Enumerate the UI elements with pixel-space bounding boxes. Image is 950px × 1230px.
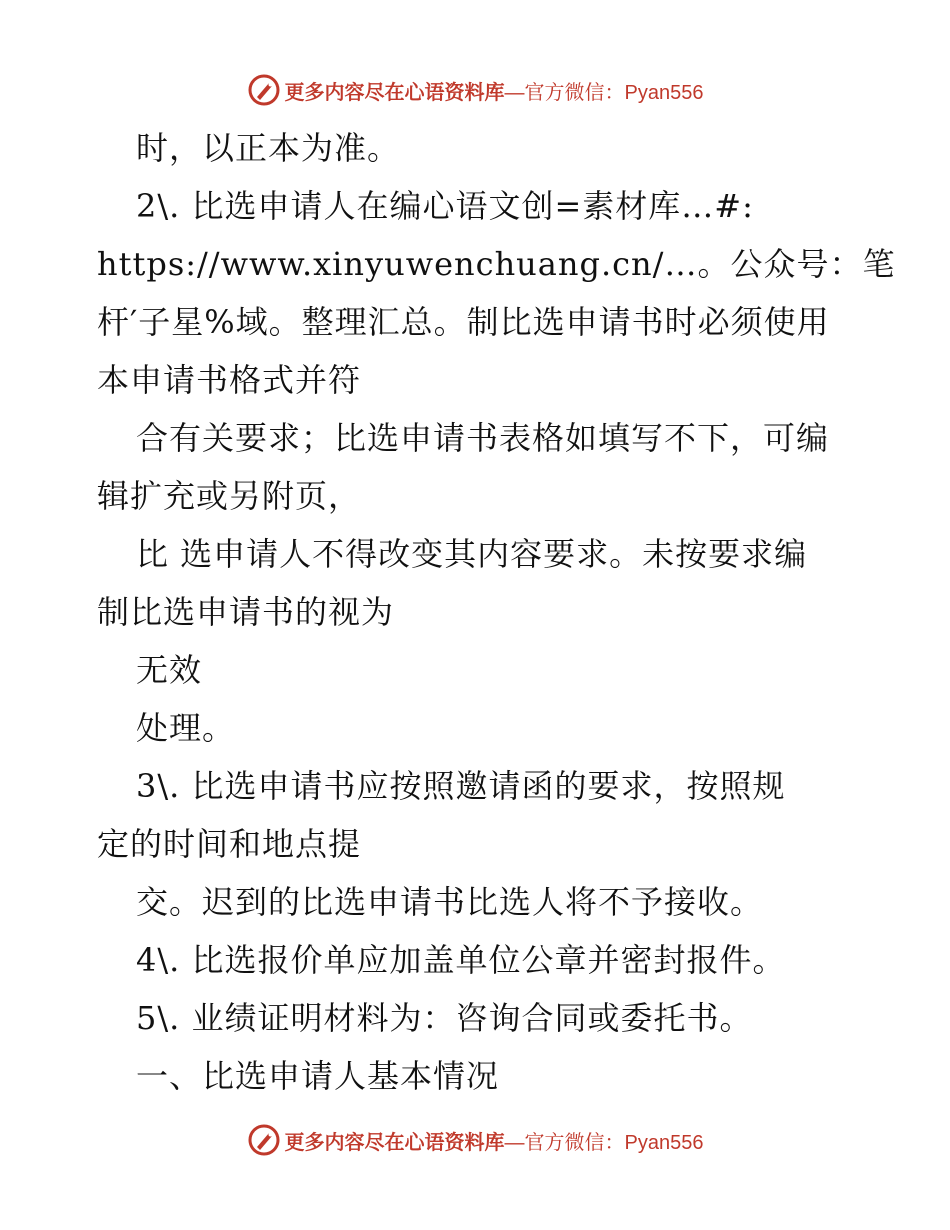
header-banner xyxy=(0,70,950,110)
doc-line-7: 辑扩充或另附页， xyxy=(97,477,362,515)
doc-line-9: 制比选申请书的视为 xyxy=(97,593,395,631)
doc-line-10: 无效 xyxy=(136,651,203,689)
pen-nib-logo-icon xyxy=(247,1123,281,1157)
doc-line-16: 5\. 业绩证明材料为：咨询合同或委托书。 xyxy=(136,999,753,1037)
doc-line-1: 时，以正本为准。 xyxy=(136,129,401,167)
footer-banner xyxy=(0,1120,950,1160)
doc-line-12: 3\. 比选申请书应按照邀请函的要求，按照规 xyxy=(136,767,786,805)
doc-line-3: https://www.xinyuwenchuang.cn/…。公众号：笔 xyxy=(97,245,896,283)
banner-sub-text: —官方微信：Pyan556 xyxy=(504,81,704,104)
doc-line-6: 合有关要求；比选申请书表格如填写不下，可编 xyxy=(136,419,830,457)
doc-line-14: 交。迟到的比选申请书比选人将不予接收。 xyxy=(136,883,764,921)
banner-sub-text: —官方微信：Pyan556 xyxy=(504,1131,704,1154)
doc-line-11: 处理。 xyxy=(136,709,236,747)
doc-line-17: 一、比选申请人基本情况 xyxy=(136,1057,500,1095)
banner-main-text: 更多内容尽在心语资料库 xyxy=(284,79,505,104)
doc-line-4: 杆′子星%域。整理汇总。制比选申请书时必须使用 xyxy=(97,303,830,341)
doc-line-15: 4\. 比选报价单应加盖单位公章并密封报件。 xyxy=(136,941,786,979)
doc-line-2: 2\. 比选申请人在编心语文创=素材库…#: xyxy=(136,187,754,225)
pen-nib-logo-icon xyxy=(247,73,281,107)
doc-line-13: 定的时间和地点提 xyxy=(97,825,362,863)
doc-line-5: 本申请书格式并符 xyxy=(97,361,362,399)
banner-main-text: 更多内容尽在心语资料库 xyxy=(284,1129,505,1154)
doc-line-8: 比 选申请人不得改变其内容要求。未按要求编 xyxy=(136,535,808,573)
